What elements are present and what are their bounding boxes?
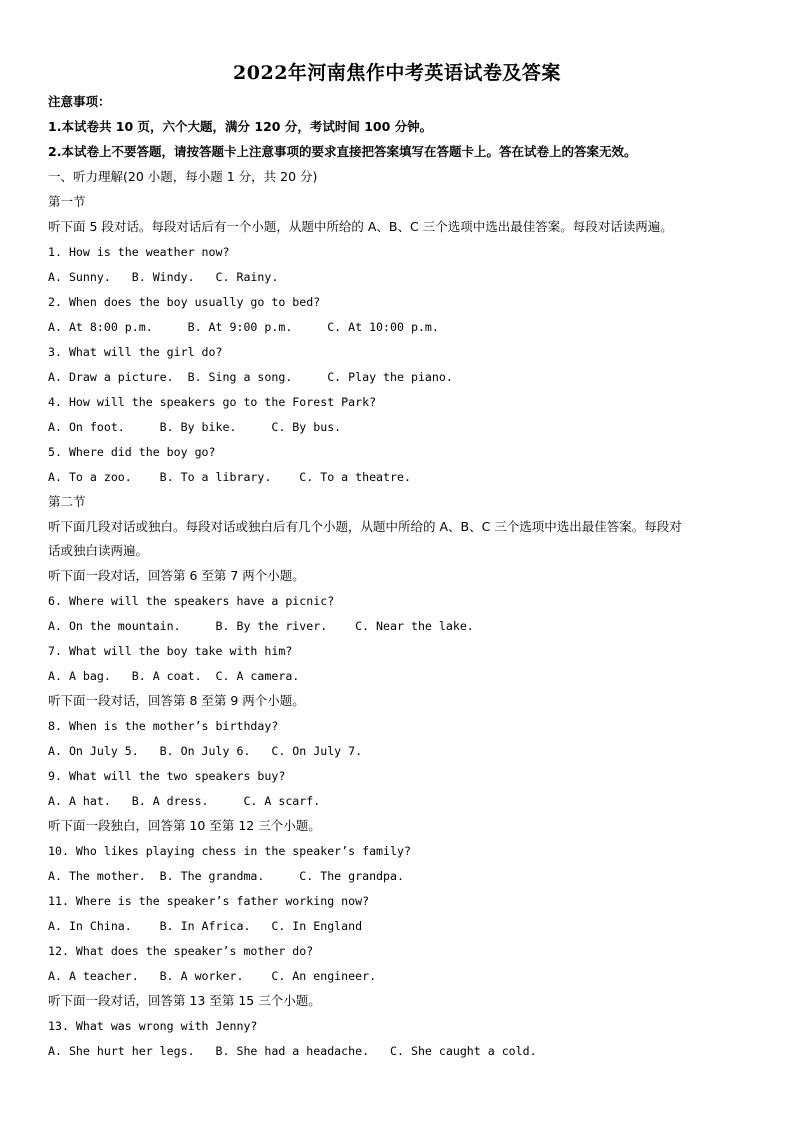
options-8: A. On July 5. B. On July 6. C. On July 7.: [48, 744, 363, 758]
options-2: A. At 8:00 p.m. B. At 9:00 p.m. C. At 10:00 p.m.: [48, 320, 439, 334]
page-title: 2022年河南焦作中考英语试卷及答案: [233, 62, 561, 84]
question-3: 3. What will the girl do?: [48, 345, 223, 359]
question-1: 1. How is the weather now?: [48, 245, 230, 259]
options-1: A. Sunny. B. Windy. C. Rainy.: [48, 270, 279, 284]
options-4: A. On foot. B. By bike. C. By bus.: [48, 420, 342, 434]
question-11: 11. Where is the speaker’s father working now?: [48, 894, 370, 908]
question-9: 9. What will the two speakers buy?: [48, 769, 286, 783]
options-9: A. A hat. B. A dress. C. A scarf.: [48, 794, 321, 808]
question-10: 10. Who likes playing chess in the speaker’s family?: [48, 844, 411, 858]
question-7: 7. What will the boy take with him?: [48, 644, 293, 658]
options-13: A. She hurt her legs. B. She had a headache. C. She caught a cold.: [48, 1044, 537, 1058]
part1-heading: 一、听力理解(20 小题，每小题 1 分，共 20 分): [48, 169, 318, 184]
options-10: A. The mother. B. The grandma. C. The grandpa.: [48, 869, 404, 883]
section2-label: 第二节: [48, 494, 86, 509]
group-instruction-8-9: 听下面一段对话，回答第 8 至第 9 两个小题。: [48, 693, 305, 708]
options-3: A. Draw a picture. B. Sing a song. C. Play the piano.: [48, 370, 453, 384]
question-2: 2. When does the boy usually go to bed?: [48, 295, 321, 309]
group-instruction-6-7: 听下面一段对话，回答第 6 至第 7 两个小题。: [48, 568, 305, 583]
question-12: 12. What does the speaker’s mother do?: [48, 944, 314, 958]
options-12: A. A teacher. B. A worker. C. An engineer.: [48, 969, 377, 983]
section1-label: 第一节: [48, 194, 86, 209]
notice-item-2: 2.本试卷上不要答题，请按答题卡上注意事项的要求直接把答案填写在答题卡上。答在试卷上的答案无效。: [48, 144, 637, 159]
question-6: 6. Where will the speakers have a picnic?: [48, 594, 335, 608]
section1-instruction: 听下面 5 段对话。每段对话后有一个小题，从题中所给的 A、B、C 三个选项中选出最佳答案。每段对话读两遍。: [48, 219, 673, 234]
group-instruction-13-15: 听下面一段对话，回答第 13 至第 15 三个小题。: [48, 993, 321, 1008]
options-7: A. A bag. B. A coat. C. A camera.: [48, 669, 300, 683]
notice-heading: 注意事项：: [48, 94, 111, 109]
notice-item-1: 1.本试卷共 10 页，六个大题，满分 120 分，考试时间 100 分钟。: [48, 119, 433, 134]
question-13: 13. What was wrong with Jenny?: [48, 1019, 258, 1033]
options-11: A. In China. B. In Africa. C. In England: [48, 919, 363, 933]
options-5: A. To a zoo. B. To a library. C. To a theatre.: [48, 470, 411, 484]
options-6: A. On the mountain. B. By the river. C. Near the lake.: [48, 619, 474, 633]
question-8: 8. When is the mother’s birthday?: [48, 719, 279, 733]
question-4: 4. How will the speakers go to the Forest Park?: [48, 395, 377, 409]
section2-instruction-line2: 话或独白读两遍。: [48, 543, 149, 558]
section2-instruction-line1: 听下面几段对话或独白。每段对话或独白后有几个小题，从题中所给的 A、B、C 三个选项中选出最佳答案。每段对: [48, 519, 682, 534]
question-5: 5. Where did the boy go?: [48, 445, 216, 459]
group-instruction-10-12: 听下面一段独白，回答第 10 至第 12 三个小题。: [48, 818, 321, 833]
